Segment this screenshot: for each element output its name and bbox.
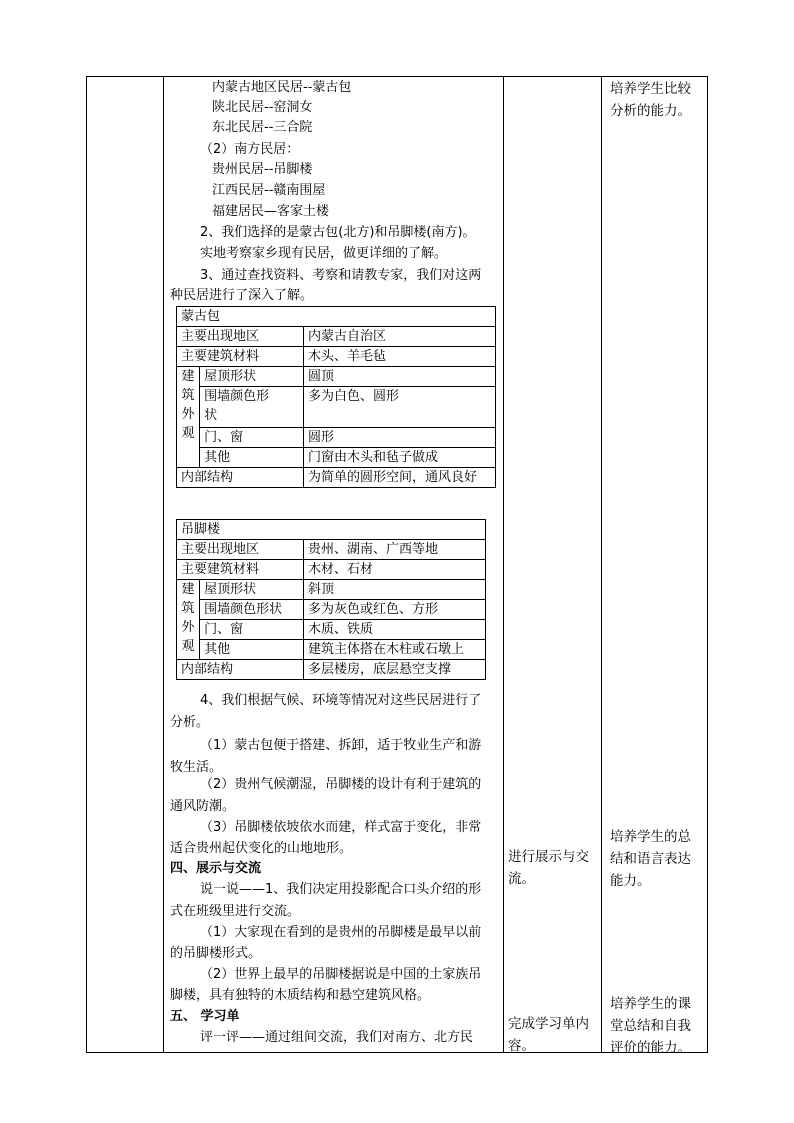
section-heading: 五、 学习单	[170, 1009, 240, 1024]
table-label: 围墙颜色形状	[200, 600, 304, 620]
text-line: （3）吊脚楼依坡依水而建，样式富于变化，非常	[200, 820, 482, 835]
table-title: 蒙古包	[177, 307, 496, 327]
text-line: 2、我们选择的是蒙古包(北方)和吊脚楼(南方)。	[200, 225, 476, 240]
table-value: 贵州、湖南、广西等地	[304, 540, 486, 560]
table-label: 主要出现地区	[177, 327, 304, 347]
table-value: 多为白色、圆形	[304, 387, 496, 428]
section-heading: 四、展示与交流	[170, 861, 262, 876]
table-value: 圆形	[304, 428, 496, 448]
activity-note: 完成学习单内 容。	[508, 1016, 589, 1054]
column-divider	[503, 77, 504, 1052]
text-line: 内蒙古地区民居--蒙古包	[212, 80, 352, 95]
text-line: （1）大家现在看到的是贵州的吊脚楼是最早以前	[200, 925, 482, 940]
table-value: 内蒙古自治区	[304, 327, 496, 347]
text-line: （2）南方民居：	[200, 142, 300, 157]
intent-note: 培养学生比较 分析的能力。	[610, 81, 691, 119]
text-line: 分析。	[170, 715, 210, 730]
table-value: 木材、石材	[304, 560, 486, 580]
text-line: 说一说——1、我们决定用投影配合口头介绍的形	[200, 882, 482, 897]
table-label: 屋顶形状	[200, 367, 304, 387]
table-value: 圆顶	[304, 367, 496, 387]
yurt-info-table	[176, 306, 496, 488]
table-value: 建筑主体搭在木柱或石墩上	[304, 640, 486, 660]
activity-note: 进行展示与交 流。	[508, 849, 589, 887]
table-label: 其他	[200, 448, 304, 468]
table-value: 为简单的圆形空间，通风良好	[304, 468, 496, 488]
table-label: 主要建筑材料	[177, 560, 304, 580]
table-label: 围墙颜色形 状	[200, 387, 304, 428]
table-label: 门、窗	[200, 428, 304, 448]
table-value: 多层楼房，底层悬空支撑	[304, 660, 486, 680]
text-line: 陕北民居--窑洞女	[212, 100, 313, 115]
text-line: 种民居进行了深入了解。	[170, 288, 314, 303]
table-label: 屋顶形状	[200, 580, 304, 600]
text-line: 通风防潮。	[170, 799, 236, 814]
table-value: 斜顶	[304, 580, 486, 600]
table-label: 内部结构	[177, 468, 304, 488]
stilt-house-info-table	[176, 519, 486, 680]
text-line: 脚楼，具有独特的木质结构和悬空建筑风格。	[170, 988, 431, 1003]
table-title: 吊脚楼	[177, 520, 486, 540]
text-line: 适合贵州起伏变化的山地地形。	[170, 841, 353, 856]
table-value: 多为灰色或红色、方形	[304, 600, 486, 620]
table-value: 门窗由木头和毡子做成	[304, 448, 496, 468]
text-line: 贵州民居--吊脚楼	[212, 162, 313, 177]
text-line: 式在班级里进行交流。	[170, 904, 301, 919]
table-value: 木质、铁质	[304, 620, 486, 640]
appearance-group-label: 建 筑 外 观	[177, 367, 200, 468]
text-line: 福建居民—客家土楼	[212, 204, 330, 219]
text-line: 实地考察家乡现有民居，做更详细的了解。	[200, 246, 448, 261]
text-line: 评一评——通过组间交流，我们对南方、北方民	[200, 1030, 474, 1045]
intent-note: 培养学生的课 堂总结和自我 评价的能力。	[610, 996, 691, 1056]
text-line: 牧生活。	[170, 760, 223, 775]
table-label: 门、窗	[200, 620, 304, 640]
text-line: 的吊脚楼形式。	[170, 946, 262, 961]
text-line: （2）贵州气候潮湿，吊脚楼的设计有利于建筑的	[200, 777, 482, 792]
text-line: （2）世界上最早的吊脚楼据说是中国的土家族吊	[200, 967, 482, 982]
column-divider	[163, 77, 164, 1052]
table-value: 木头、羊毛毡	[304, 347, 496, 367]
table-label: 主要建筑材料	[177, 347, 304, 367]
text-line: （1）蒙古包便于搭建、拆卸，适于牧业生产和游	[200, 738, 482, 753]
text-line: 东北民居--三合院	[212, 120, 313, 135]
table-label: 主要出现地区	[177, 540, 304, 560]
table-label: 其他	[200, 640, 304, 660]
column-divider	[601, 77, 602, 1052]
text-line: 3、通过查找资料、考察和请教专家，我们对这两	[200, 268, 482, 283]
text-line: 江西民居--赣南围屋	[212, 183, 326, 198]
text-line: 4、我们根据气候、环境等情况对这些民居进行了	[200, 693, 482, 708]
appearance-group-label: 建 筑 外 观	[177, 580, 200, 660]
table-label: 内部结构	[177, 660, 304, 680]
intent-note: 培养学生的总 结和语言表达 能力。	[610, 829, 691, 889]
